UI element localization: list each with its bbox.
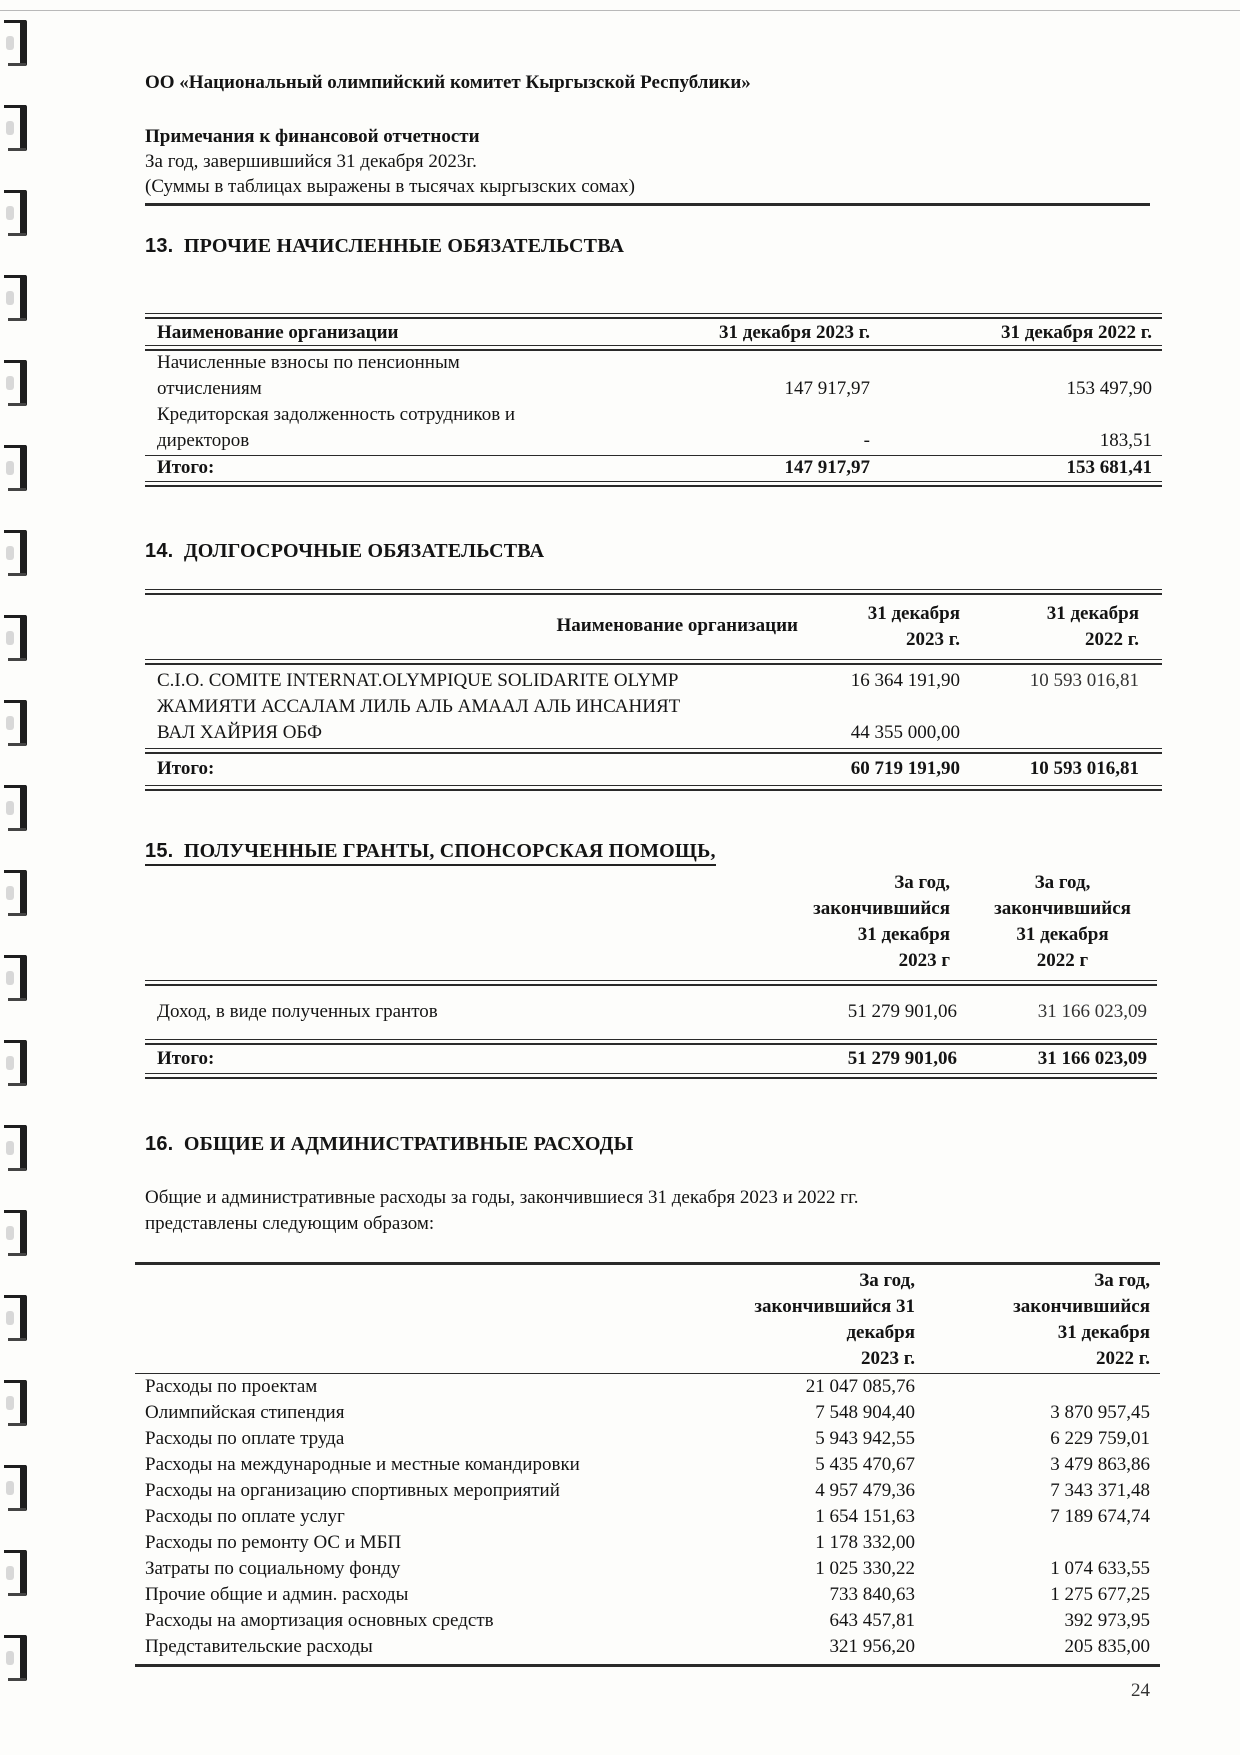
column-header-2023: 31 декабря 2023 г.	[718, 322, 870, 343]
row-label: Расходы по ремонту ОС и МБП	[145, 1532, 402, 1553]
table-rule	[145, 1039, 1157, 1045]
total-2022: 31 166 023,09	[1037, 1048, 1147, 1069]
column-header-2023-line: За год,	[894, 872, 950, 893]
total-2022: 153 681,41	[1066, 457, 1152, 478]
row-value-2022: 3 870 957,45	[1050, 1402, 1150, 1423]
table-rule	[135, 1373, 1160, 1374]
section-15-heading	[145, 840, 716, 866]
table-rule	[145, 455, 1162, 456]
row-label: Затраты по социальному фонду	[145, 1558, 401, 1579]
section-number: 15.	[145, 840, 174, 862]
binding-ring	[2, 1635, 28, 1681]
column-header-2022-line: закончившийся	[1013, 1296, 1150, 1317]
section-number: 16.	[145, 1133, 174, 1155]
section-title: ДОЛГОСРОЧНЫЕ ОБЯЗАТЕЛЬСТВА	[183, 540, 545, 562]
page-top-edge	[0, 10, 1240, 11]
row-value-2023: 16 364 191,90	[850, 670, 960, 691]
currency-note: (Суммы в таблицах выражены в тысячах кыргызских сомах)	[145, 176, 635, 197]
table-rule	[145, 659, 1162, 665]
section-14-heading	[145, 540, 544, 563]
binding-ring	[2, 105, 28, 151]
row-label: Начисленные взносы по пенсионным	[157, 352, 460, 373]
row-value-2023: -	[863, 430, 870, 451]
binding-ring	[2, 1550, 28, 1596]
row-value-2022: 10 593 016,81	[1029, 670, 1139, 691]
row-label: Расходы по оплате труда	[145, 1428, 345, 1449]
binding-ring	[2, 275, 28, 321]
row-value-2023: 643 457,81	[829, 1610, 915, 1631]
header-rule	[145, 203, 1150, 206]
table-rule	[145, 481, 1162, 487]
column-header-2023-line: декабря	[846, 1322, 915, 1343]
table-rule	[145, 313, 1162, 319]
row-value-2023: 44 355 000,00	[850, 722, 960, 743]
binding-ring	[2, 360, 28, 406]
table-rule	[135, 1262, 1160, 1265]
row-label: ВАЛ ХАЙРИЯ ОБФ	[157, 722, 323, 743]
row-label: Расходы по оплате услуг	[145, 1506, 345, 1527]
section-number: 14.	[145, 540, 174, 562]
row-value-2022: 205 835,00	[1064, 1636, 1150, 1657]
binding-ring	[2, 1380, 28, 1426]
section-16-intro-line2: представлены следующим образом:	[145, 1213, 435, 1234]
row-label: C.I.O. COMITE INTERNAT.OLYMPIQUE SOLIDARITE OLYMP	[157, 670, 679, 691]
row-value-2022: 183,51	[1099, 430, 1152, 451]
binding-ring	[2, 785, 28, 831]
column-header-2023-line: 31 декабря	[857, 924, 950, 945]
row-value-2023: 1 178 332,00	[815, 1532, 915, 1553]
row-value-2023: 1 654 151,63	[815, 1506, 915, 1527]
row-label: Кредиторская задолженность сотрудников и	[157, 404, 516, 425]
table-rule	[145, 1073, 1157, 1079]
row-value-2022: 6 229 759,01	[1050, 1428, 1150, 1449]
binding-ring	[2, 1210, 28, 1256]
row-label: Олимпийская стипендия	[145, 1402, 345, 1423]
column-header-2022-line: 2022 г.	[1096, 1348, 1150, 1369]
table-rule	[145, 589, 1162, 595]
row-value-2022: 392 973,95	[1064, 1610, 1150, 1631]
column-header-2023-line2: 2023 г.	[906, 629, 960, 650]
table-rule	[145, 748, 1162, 754]
total-label: Итого:	[157, 758, 215, 779]
column-header-2023-line: закончившийся	[813, 898, 950, 919]
section-number: 13.	[145, 235, 174, 257]
section-title: ПОЛУЧЕННЫЕ ГРАНТЫ, СПОНСОРСКАЯ ПОМОЩЬ,	[183, 840, 716, 862]
section-16-heading	[145, 1133, 633, 1156]
row-label: Расходы по проектам	[145, 1376, 318, 1397]
section-title: ПРОЧИЕ НАЧИСЛЕННЫЕ ОБЯЗАТЕЛЬСТВА	[183, 235, 625, 257]
section-title: ОБЩИЕ И АДМИНИСТРАТИВНЫЕ РАСХОДЫ	[183, 1133, 634, 1155]
row-value-2023: 4 957 479,36	[815, 1480, 915, 1501]
binding-ring	[2, 955, 28, 1001]
row-value-2023: 147 917,97	[784, 378, 870, 399]
row-label: Расходы на международные и местные командировки	[145, 1454, 580, 1475]
section-16-intro-line1: Общие и административные расходы за годы, закончившиеся 31 декабря 2023 и 2022 гг.	[145, 1187, 859, 1208]
row-value-2023: 733 840,63	[829, 1584, 915, 1605]
row-value-2022: 153 497,90	[1066, 378, 1152, 399]
column-header-2022-line1: 31 декабря	[1046, 603, 1139, 624]
column-header-2022-line: 2022 г	[1036, 950, 1089, 971]
column-header-2023-line: 2023 г.	[861, 1348, 915, 1369]
row-label: директоров	[157, 430, 250, 451]
total-2023: 60 719 191,90	[850, 758, 960, 779]
row-label: Расходы на организацию спортивных мероприятий	[145, 1480, 560, 1501]
table-rule	[145, 980, 1157, 986]
total-label: Итого:	[157, 1048, 215, 1069]
row-value-2022: 3 479 863,86	[1050, 1454, 1150, 1475]
column-header-2022-line: За год,	[1094, 1270, 1150, 1291]
row-label: Расходы на амортизация основных средств	[145, 1610, 494, 1631]
total-label: Итого:	[157, 457, 215, 478]
row-value-2023: 51 279 901,06	[847, 1001, 957, 1022]
column-header-2022-line: 31 декабря	[1057, 1322, 1150, 1343]
binding-ring	[2, 1040, 28, 1086]
table-rule	[145, 785, 1162, 791]
binding-ring	[2, 20, 28, 66]
row-label: отчислениям	[157, 378, 262, 399]
column-header-2022-line: 31 декабря	[1016, 924, 1109, 945]
column-header-2022-line: За год,	[1034, 872, 1091, 893]
binding-ring	[2, 615, 28, 661]
row-value-2022: 7 189 674,74	[1050, 1506, 1150, 1527]
binding-ring	[2, 1295, 28, 1341]
row-value-2022: 1 275 677,25	[1050, 1584, 1150, 1605]
column-header-name: Наименование организации	[157, 322, 399, 343]
column-header-2022-line2: 2022 г.	[1085, 629, 1139, 650]
row-label: Доход, в виде полученных грантов	[157, 1001, 438, 1022]
row-label: ЖАМИЯТИ АССАЛАМ ЛИЛЬ АЛЬ АМААЛ АЛЬ ИНСАНИЯТ	[157, 696, 681, 717]
total-2023: 147 917,97	[784, 457, 870, 478]
row-value-2023: 5 435 470,67	[815, 1454, 915, 1475]
notes-title: Примечания к финансовой отчетности	[145, 126, 480, 147]
table-rule	[145, 345, 1162, 351]
total-2023: 51 279 901,06	[847, 1048, 957, 1069]
row-value-2022: 1 074 633,55	[1050, 1558, 1150, 1579]
row-value-2023: 21 047 085,76	[805, 1376, 915, 1397]
binding-ring	[2, 870, 28, 916]
table-rule	[135, 1664, 1160, 1667]
row-label: Представительские расходы	[145, 1636, 373, 1657]
binding-ring	[2, 445, 28, 491]
column-header-2023-line: 2023 г	[898, 950, 950, 971]
total-2022: 10 593 016,81	[1029, 758, 1139, 779]
column-header-2022: 31 декабря 2022 г.	[1000, 322, 1152, 343]
binding-ring	[2, 1465, 28, 1511]
binding-ring	[2, 530, 28, 576]
organization-title: ОО «Национальный олимпийский комитет Кыргызской Республики»	[145, 72, 751, 93]
column-header-2023-line: За год,	[859, 1270, 915, 1291]
column-header-2023-line1: 31 декабря	[867, 603, 960, 624]
binding-ring	[2, 1125, 28, 1171]
binding-ring	[2, 190, 28, 236]
row-value-2022: 31 166 023,09	[1037, 1001, 1147, 1022]
column-header-name: Наименование организации	[556, 615, 798, 636]
section-13-heading	[145, 235, 624, 258]
row-label: Прочие общие и админ. расходы	[145, 1584, 409, 1605]
row-value-2023: 1 025 330,22	[815, 1558, 915, 1579]
row-value-2023: 5 943 942,55	[815, 1428, 915, 1449]
binding-ring	[2, 700, 28, 746]
column-header-2022-line: закончившийся	[994, 898, 1131, 919]
row-value-2022: 7 343 371,48	[1050, 1480, 1150, 1501]
row-value-2023: 321 956,20	[829, 1636, 915, 1657]
page-number: 24	[1131, 1680, 1150, 1701]
column-header-2023-line: закончившийся 31	[754, 1296, 915, 1317]
row-value-2023: 7 548 904,40	[815, 1402, 915, 1423]
reporting-period: За год, завершившийся 31 декабря 2023г.	[145, 151, 477, 172]
